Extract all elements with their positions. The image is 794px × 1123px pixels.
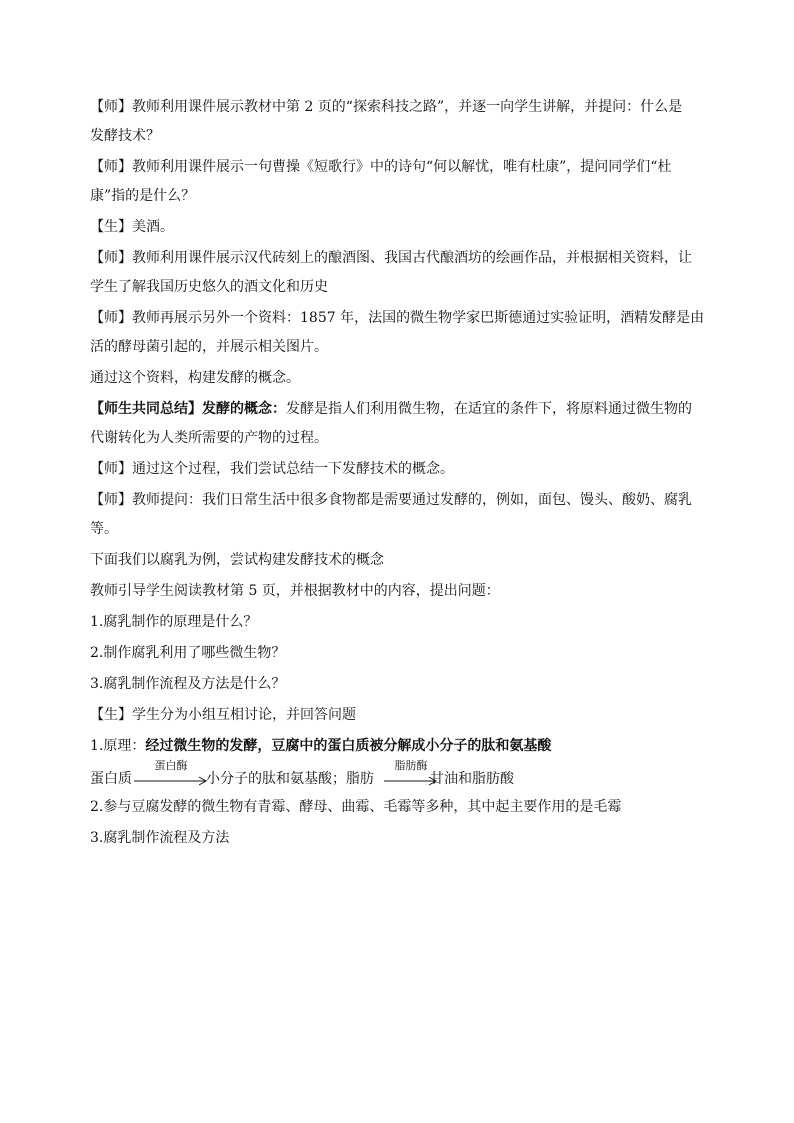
document-body (90, 97, 710, 859)
para-1 (90, 97, 710, 146)
text-line: 等。 (90, 521, 118, 537)
para-2 (90, 157, 710, 206)
para-4 (90, 248, 710, 297)
text-line: 活的酵母菌引起的，并展示相关图片。 (90, 339, 328, 355)
reaction-equation (90, 759, 710, 789)
text-line: 【生】美酒。 (90, 219, 174, 235)
para-6 (90, 368, 710, 388)
para-7 (90, 459, 710, 479)
equation-product-1: 小分子的肽和氨基酸；脂肪 (206, 771, 374, 787)
answer-1-prefix: 1.原理： (90, 738, 146, 754)
answer-3: 3.腐乳制作流程及方法 (90, 830, 230, 846)
text-line: 【师】教师利用课件展示一句曹操《短歌行》中的诗句“何以解忧，唯有杜康”，提问同学们“杜 (90, 159, 672, 175)
summary-text: 发酵是指人们利用微生物，在适宜的条件下，将原料通过微生物的 (286, 401, 692, 417)
text-line: 【师】教师利用课件展示教材中第 2 页的“探索科技之路”，并逐一向学生讲解，并提问：什么是 (90, 99, 683, 115)
summary-label: 【师生共同总结】发酵的概念： (90, 401, 286, 417)
text-line: 【师】通过这个过程，我们尝试总结一下发酵技术的概念。 (90, 461, 454, 477)
question-3: 3.腐乳制作流程及方法是什么？ (90, 676, 286, 692)
question-1: 1.腐乳制作的原理是什么？ (90, 614, 258, 630)
text-line: 【师】教师再展示另外一个资料：1857 年，法国的微生物学家巴斯德通过实验证明，酒精发酵是由 (90, 310, 705, 326)
answer-1-bold: 经过微生物的发酵，豆腐中的蛋白质被分解成小分子的肽和氨基酸 (145, 738, 552, 754)
para-3 (90, 217, 710, 237)
enzyme-label-1: 蛋白酶 (154, 759, 188, 772)
text-line: 下面我们以腐乳为例，尝试构建发酵技术的概念 (90, 552, 384, 568)
equation-product-2: 甘油和脂肪酸 (430, 771, 514, 787)
text-line: 代谢转化为人类所需要的产物的过程。 (90, 430, 328, 446)
text-line: 发酵技术？ (90, 128, 160, 144)
question-2: 2.制作腐乳利用了哪些微生物？ (90, 645, 286, 661)
summary-paragraph (90, 399, 710, 448)
text-line: 【师】教师利用课件展示汉代砖刻上的酿酒图、我国古代酿酒坊的绘画作品，并根据相关资料，让 (90, 250, 692, 266)
text-line: 【师】教师提问：我们日常生活中很多食物都是需要通过发酵的，例如，面包、馒头、酸奶、腐乳 (90, 492, 692, 508)
text-line: 教师引导学生阅读教材第 5 页，并根据教材中的内容，提出问题： (90, 583, 500, 599)
equation-reactant-1: 蛋白质 (90, 771, 132, 787)
text-line: 通过这个资料，构建发酵的概念。 (90, 370, 300, 386)
text-line: 学生了解我国历史悠久的酒文化和历史 (90, 279, 328, 295)
text-line: 康”指的是什么？ (90, 188, 196, 204)
enzyme-label-2: 脂肪酶 (394, 759, 428, 772)
answer-2: 2.参与豆腐发酵的微生物有青霉、酵母、曲霉、毛霉等多种，其中起主要作用的是毛霉 (90, 799, 622, 815)
para-5 (90, 308, 710, 357)
student-answer-intro: 【生】学生分为小组互相讨论，并回答问题 (90, 707, 356, 723)
para-8 (90, 490, 710, 539)
text-line (90, 399, 710, 419)
arrow-right-icon (134, 776, 208, 786)
answer-1 (90, 736, 710, 756)
